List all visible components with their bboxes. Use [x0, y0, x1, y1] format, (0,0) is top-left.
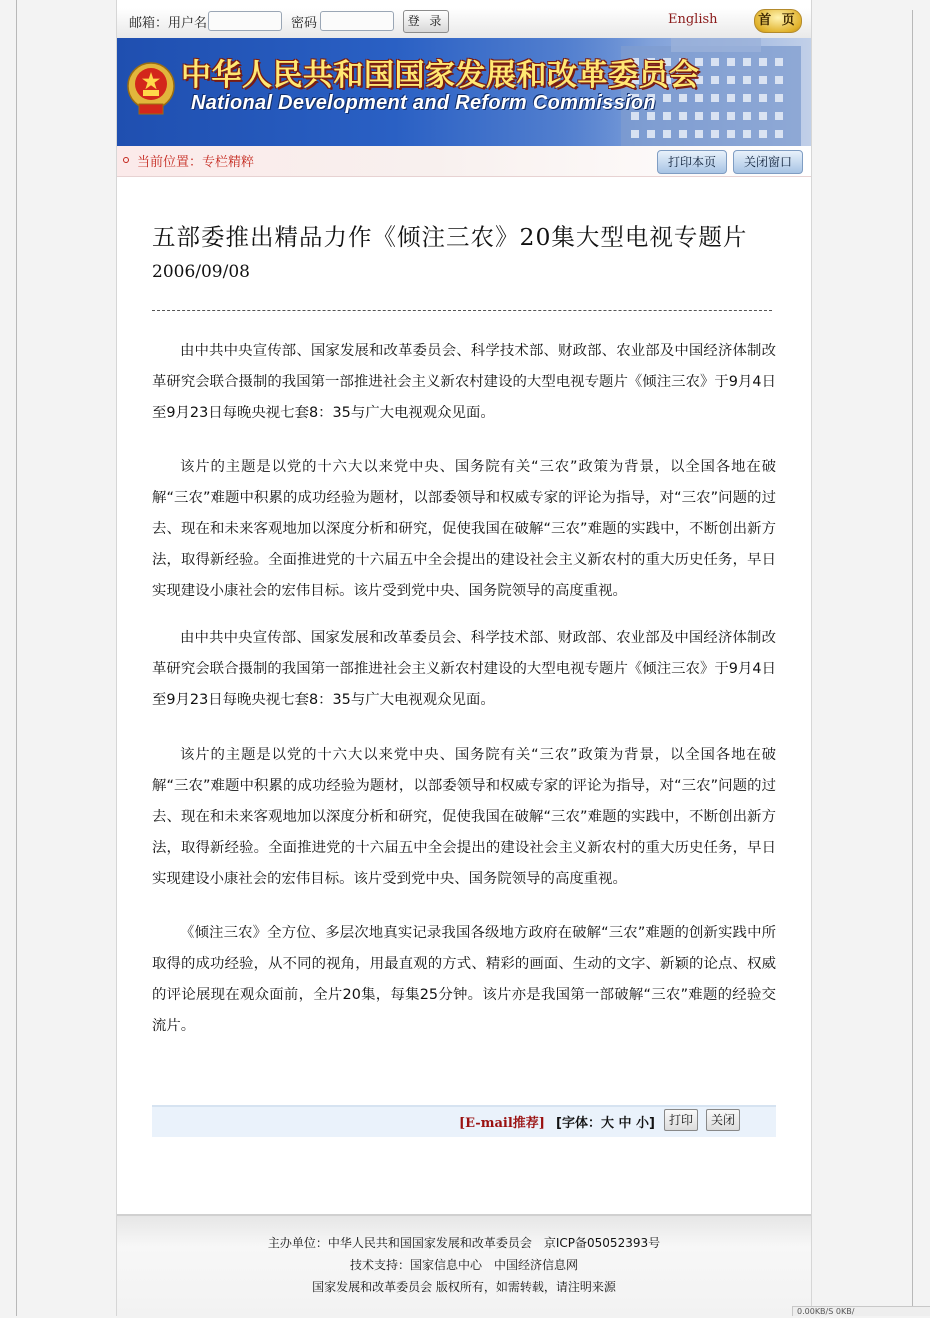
home-button[interactable]: 首 页	[754, 9, 802, 33]
email-recommend-link[interactable]: [E-mail推荐]	[459, 1116, 545, 1131]
article-paragraph-2: 该片的主题是以党的十六大以来党中央、国务院有关“三农”政策为背景，以全国各地在破解“三农”难题中积累的成功经验为题材，以部委领导和权威专家的评论为指导，对“三农”问题的过去、现在和未来客观地加以深度分析和研究，促使我国在破解“三农”难题的实践中，不断创出新方法，取得新经验。全面推进党的十六届五中全会提出的建设社会主义新农村的重大历史任务，早日实现建设小康社会的宏伟目标。该片受到党中央、国务院领导的高度重视。	[152, 459, 776, 599]
english-link[interactable]: English	[668, 12, 718, 27]
window-right-edge	[912, 10, 913, 1306]
article-title: 五部委推出精品力作《倾注三农》20集大型电视专题片	[152, 223, 748, 251]
window-left-edge	[16, 0, 17, 1316]
site-banner	[117, 38, 811, 146]
article-paragraph-4: 该片的主题是以党的十六大以来党中央、国务院有关“三农”政策为背景，以全国各地在破解“三农”难题中积累的成功经验为题材，以部委领导和权威专家的评论为指导，对“三农”问题的过去、现在和未来客观地加以深度分析和研究，促使我国在破解“三农”难题的实践中，不断创出新方法，取得新经验。全面推进党的十六届五中全会提出的建设社会主义新农村的重大历史任务，早日实现建设小康社会的宏伟目标。该片受到党中央、国务院领导的高度重视。	[152, 747, 776, 887]
close-button[interactable]: 关闭	[706, 1109, 740, 1131]
font-size-selector[interactable]: [字体：大 中 小]	[556, 1116, 655, 1131]
bullet-icon	[123, 157, 129, 163]
national-emblem-icon	[127, 52, 175, 122]
article-toolbar	[152, 1105, 776, 1137]
close-window-button[interactable]: 关闭窗口	[733, 150, 803, 174]
article-date: 2006/09/08	[152, 262, 250, 282]
banner-title-cn: 中华人民共和国国家发展和改革委员会	[181, 58, 700, 93]
print-button[interactable]: 打印	[664, 1109, 698, 1131]
breadcrumb: 当前位置：专栏精粹	[137, 155, 255, 170]
footer-copyright: 国家发展和改革委员会 版权所有，如需转载，请注明来源	[312, 1280, 616, 1294]
article-divider	[152, 310, 772, 311]
download-status-text: 0.00KB/S 0KB/	[792, 1306, 930, 1316]
footer-sponsor: 主办单位：中华人民共和国国家发展和改革委员会 京ICP备05052393号	[267, 1236, 661, 1250]
login-button[interactable]: 登 录	[403, 10, 449, 33]
article-paragraph-1: 由中共中央宣传部、国家发展和改革委员会、科学技术部、财政部、农业部及中国经济体制改革研究会联合摄制的我国第一部推进社会主义新农村建设的大型电视专题片《倾注三农》于9月4日至9月23日每晚央视七套8：35与广大电视观众见面。	[152, 343, 776, 421]
password-input[interactable]	[320, 11, 394, 31]
banner-title-en: National Development and Reform Commission	[191, 92, 656, 114]
article-paragraph-3: 由中共中央宣传部、国家发展和改革委员会、科学技术部、财政部、农业部及中国经济体制改革研究会联合摄制的我国第一部推进社会主义新农村建设的大型电视专题片《倾注三农》于9月4日至9月23日每晚央视七套8：35与广大电视观众见面。	[152, 630, 776, 708]
username-input[interactable]	[208, 11, 282, 31]
email-username-label: 邮箱：用户名	[129, 16, 208, 31]
password-label: 密码	[291, 16, 318, 31]
login-bar	[117, 8, 811, 38]
print-page-button[interactable]: 打印本页	[657, 150, 727, 174]
footer-tech-support: 技术支持：国家信息中心 中国经济信息网	[349, 1258, 578, 1272]
breadcrumb-bar	[117, 146, 811, 177]
article-paragraph-5: 《倾注三农》全方位、多层次地真实记录我国各级地方政府在破解“三农”难题的创新实践中所取得的成功经验，从不同的视角，用最直观的方式、精彩的画面、生动的文字、新颖的论点、权威的评论展现在观众面前，全片20集，每集25分钟。该片亦是我国第一部破解“三农”难题的经验交流片。	[152, 925, 776, 1034]
site-footer	[117, 1214, 811, 1318]
